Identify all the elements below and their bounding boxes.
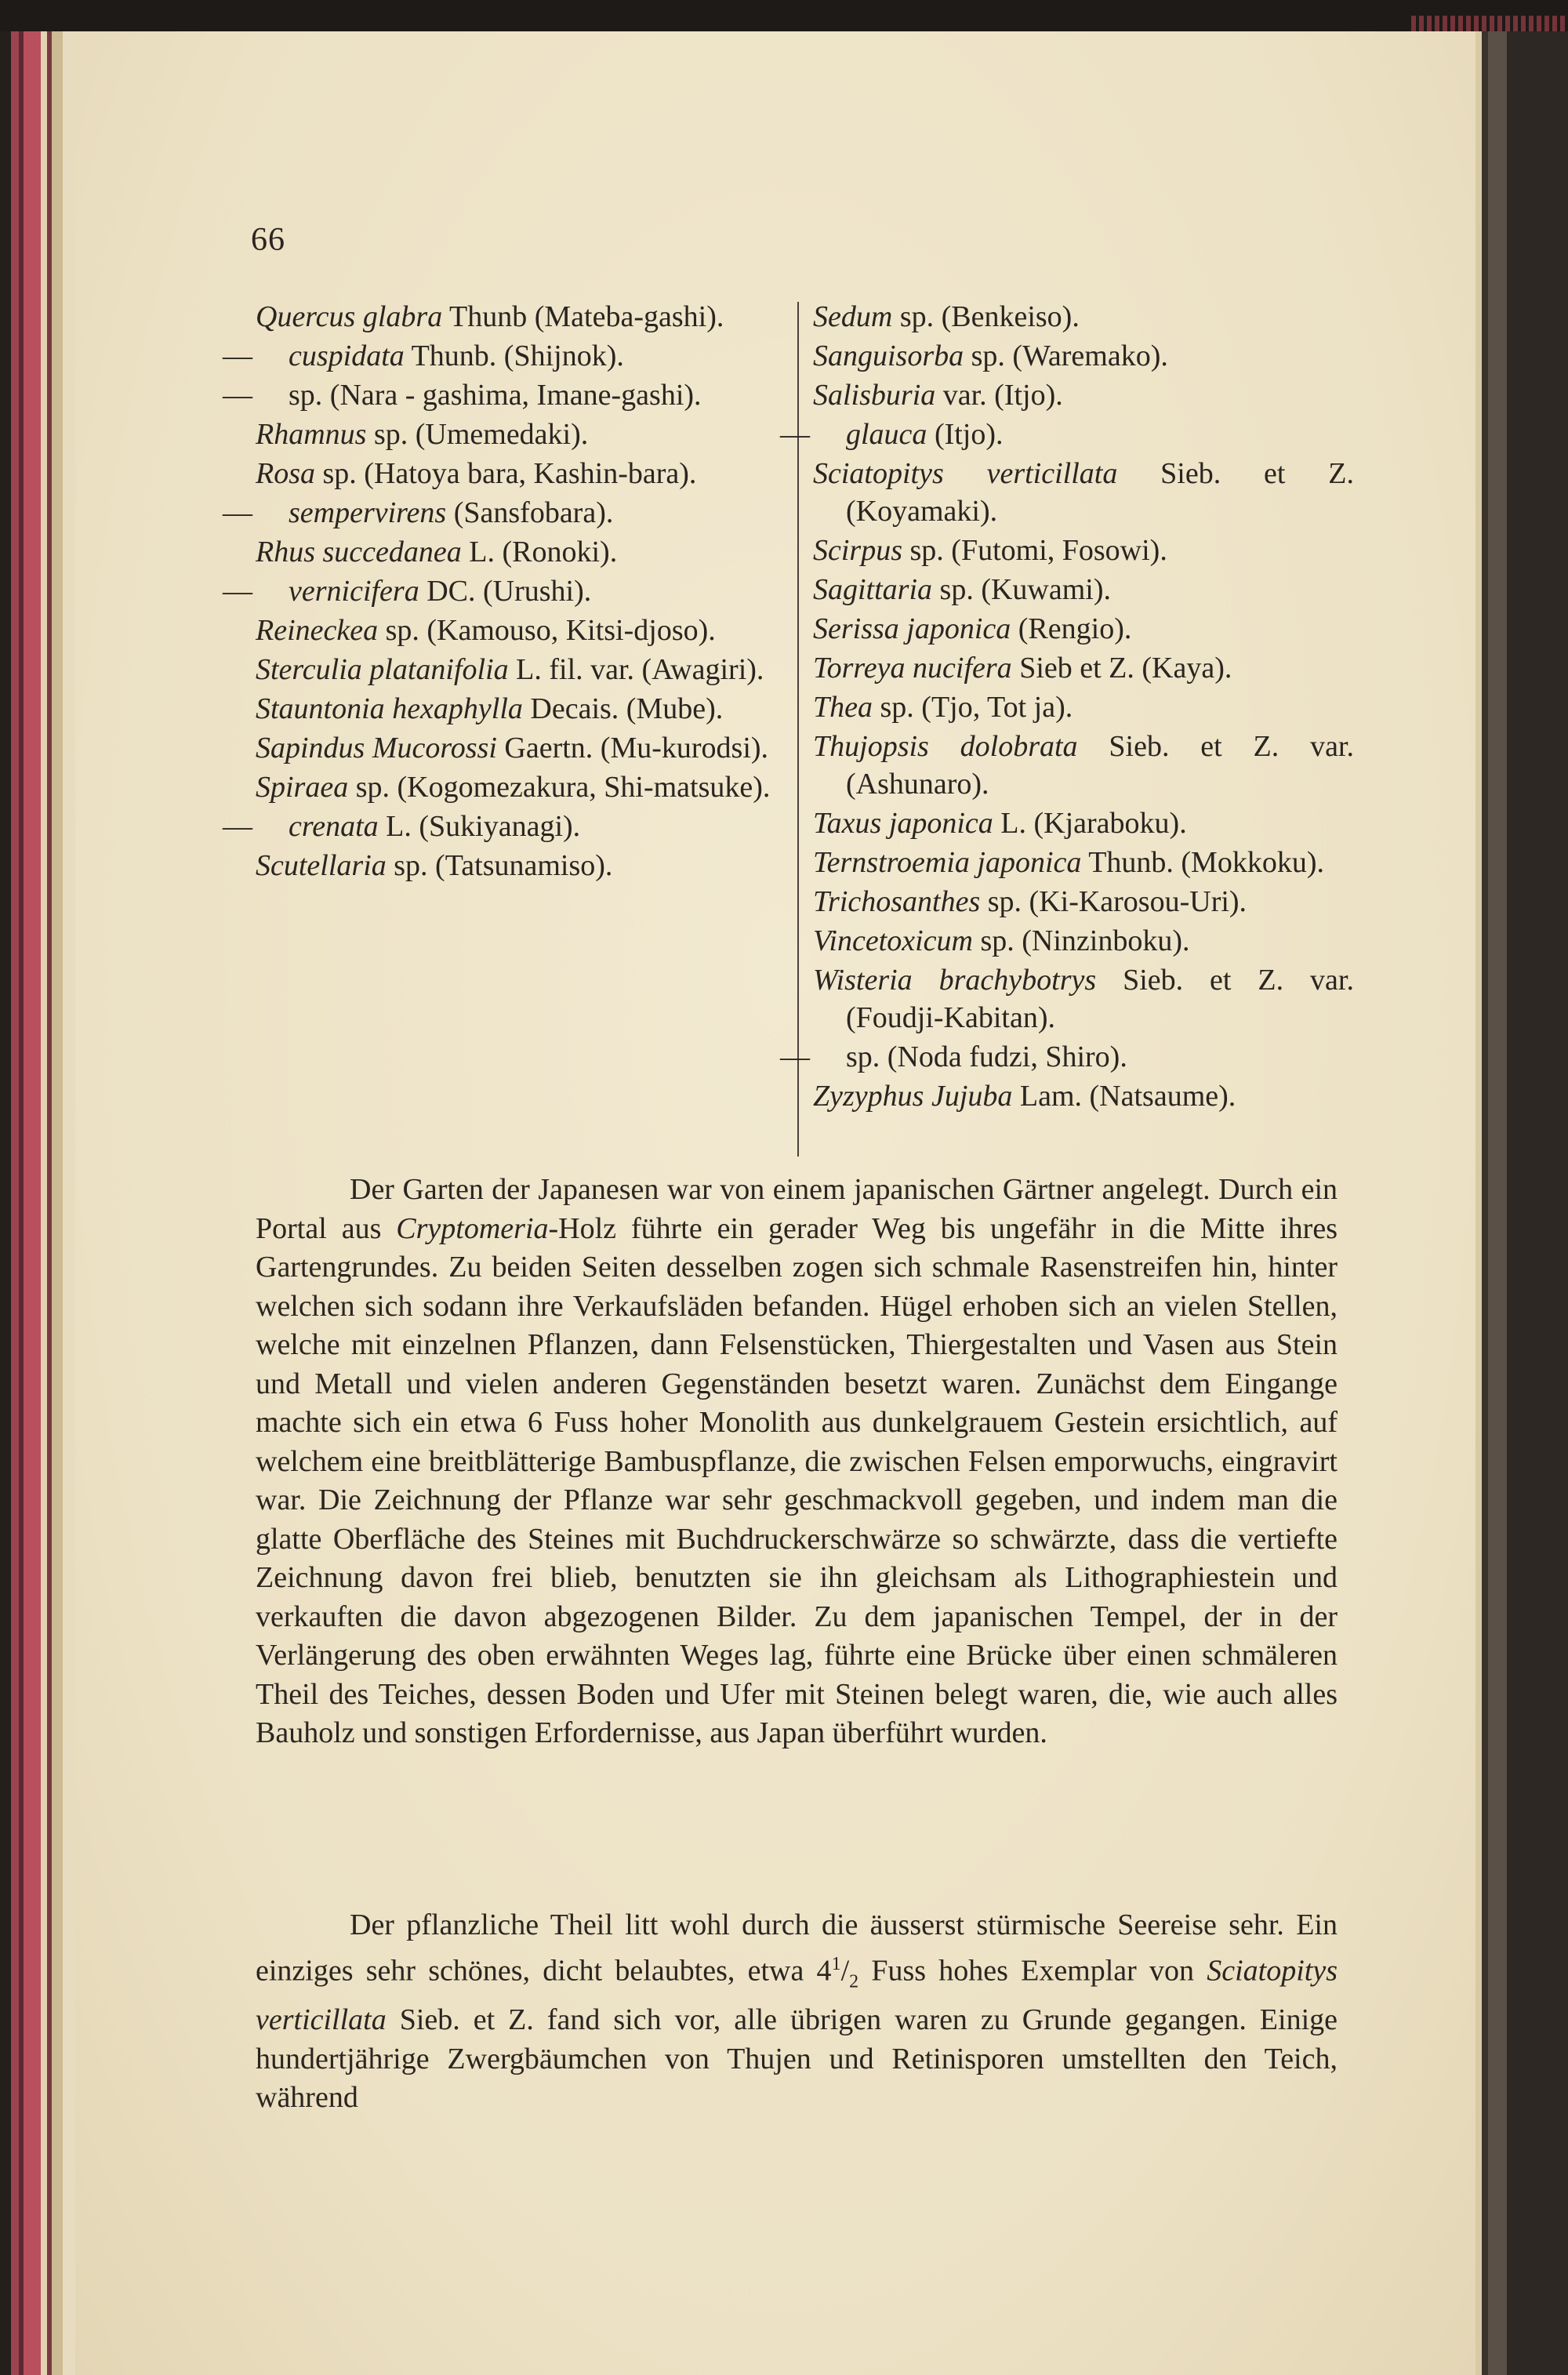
plant-entry: [813, 688, 1354, 726]
species-name: japonica: [898, 612, 1011, 645]
entry-details: sp. (Ki-Karosou-Uri).: [980, 885, 1247, 918]
entry-details: L. (Ronoki).: [461, 536, 618, 568]
fraction-denominator: 2: [849, 1970, 859, 1992]
botanical-name: Sanguisorba: [813, 340, 964, 372]
species-name: hexaphylla: [384, 692, 523, 725]
botanical-name: Sagittaria: [813, 573, 933, 606]
botanical-name: Ternstroemia: [813, 846, 970, 879]
species-name: platanifolia: [361, 653, 509, 686]
plant-entry: [256, 612, 781, 649]
botanical-name: Sterculia: [256, 653, 362, 686]
botanical-name: Trichosanthes: [813, 885, 981, 918]
plant-list-right-column: [780, 298, 1354, 1117]
entry-details: sp. (Kogomezakura, Shi-matsuke).: [348, 771, 771, 804]
plant-entry: [223, 337, 781, 375]
scan-top-border: [0, 0, 1568, 31]
entry-details: Decais. (Mube).: [522, 692, 724, 725]
paragraph-text: Der Garten der Japanesen war von einem japanischen Gärtner angelegt. Durch ein Portal aus: [256, 1173, 1338, 1245]
plant-entry: [813, 883, 1354, 921]
ditto-dash: —: [223, 810, 252, 843]
scan-right-border: [1475, 31, 1568, 2375]
botanical-name: Thujopsis: [813, 730, 929, 763]
plant-entry: [223, 376, 781, 414]
plant-entry: [256, 416, 781, 453]
ditto-dash: —: [223, 575, 252, 608]
botanical-name: Stauntonia: [256, 692, 385, 725]
botanical-name: Rhus: [256, 536, 315, 568]
entry-details: sp. (Ninzinboku).: [972, 924, 1190, 957]
body-paragraph-1: [256, 1171, 1338, 1753]
botanical-name: Sedum: [813, 300, 893, 333]
plant-entry: [813, 376, 1354, 414]
book-binding-left: [0, 31, 75, 2375]
entry-details: var. (Itjo).: [935, 379, 1063, 412]
entry-details: sp. (Kuwami).: [932, 573, 1111, 606]
botanical-name: Torreya: [813, 652, 906, 685]
species-name: brachybotrys: [912, 964, 1097, 997]
plant-entry: [256, 847, 781, 884]
species-name: Mucorossi: [365, 732, 497, 764]
botanical-name: Scirpus: [813, 534, 902, 567]
botanical-name: Zyzyphus: [813, 1080, 924, 1113]
entry-details: Thunb (Mateba-gashi).: [442, 300, 724, 333]
species-name: nucifera: [905, 652, 1012, 685]
species-name: cuspidata: [289, 340, 405, 372]
binding-edge: [1411, 16, 1568, 33]
species-name: japonica: [969, 846, 1082, 879]
plant-entry: [813, 804, 1354, 842]
plant-entry: [256, 729, 781, 767]
entry-details: (Rengio).: [1011, 612, 1132, 645]
entry-details: Thunb. (Mokkoku).: [1081, 846, 1324, 879]
botanical-name: Spiraea: [256, 771, 349, 804]
plant-entry: [813, 922, 1354, 960]
plant-entry: [256, 768, 781, 806]
entry-details: sp. (Kamouso, Kitsi-djoso).: [378, 614, 716, 647]
botanical-name: Wisteria: [813, 964, 913, 997]
plant-entry: [256, 533, 781, 571]
plant-entry: [813, 728, 1354, 803]
botanical-name: Taxus: [813, 807, 882, 840]
species-name: japonica: [881, 807, 993, 840]
plant-entry: [780, 1038, 1354, 1076]
entry-details: Sieb. et Z. (Koyamaki).: [846, 457, 1354, 528]
plant-entry: [223, 808, 781, 845]
plant-entry: [813, 532, 1354, 569]
species-name: verticillata: [943, 457, 1118, 490]
ditto-dash: —: [223, 379, 252, 412]
plant-list-left-column: [223, 298, 781, 886]
species-name: crenata: [289, 810, 379, 843]
entry-details: Sieb. et Z. var. (Ashunaro).: [846, 730, 1354, 801]
paragraph-text: Sieb. et Z. fand sich vor, alle übrigen waren zu Grunde gegangen. Einige hundertjährige Zwergbäumchen von Thujen und Retinisporen umstellten den Teich, während: [256, 2003, 1338, 2115]
entry-details: sp. (Umemedaki).: [366, 418, 589, 451]
plant-entry: [813, 337, 1354, 375]
entry-details: sp. (Tatsunamiso).: [386, 849, 613, 882]
plant-entry: [780, 416, 1354, 453]
species-name: vernicifera: [289, 575, 419, 608]
ditto-dash: —: [223, 496, 252, 529]
botanical-name: Rosa: [256, 457, 315, 490]
species-name: glauca: [846, 418, 927, 451]
entry-details: sp. (Hatoya bara, Kashin-bara).: [315, 457, 697, 490]
plant-entry: [813, 844, 1354, 881]
ditto-dash: —: [780, 418, 810, 451]
entry-details: sp. (Nara - gashima, Imane-gashi).: [289, 379, 702, 412]
entry-details: sp. (Noda fudzi, Shiro).: [846, 1040, 1127, 1073]
entry-details: sp. (Waremako).: [964, 340, 1168, 372]
plant-entry: [813, 649, 1354, 687]
entry-details: L. (Kjaraboku).: [993, 807, 1187, 840]
entry-details: sp. (Futomi, Fosowi).: [902, 534, 1167, 567]
entry-details: Sieb et Z. (Kaya).: [1011, 652, 1232, 685]
paragraph-italic-term: Cryptomeria: [396, 1211, 549, 1245]
paragraph-text: -Holz führte ein gerader Weg bis ungefähr in die Mitte ihres Gartengrundes. Zu beiden Seiten desselben zogen sich schmale Rasenstreifen hin, hinter welchen sich sodann ihre Verkaufsläden befanden. Hügel erhoben sich an vielen Stellen, welche mit einzelnen Pflanzen, dann Felsenstücken, Thiergestalten und Vasen aus Stein und Metall und vielen anderen Gegenständen besetzt waren. Zunächst dem Eingange machte sich ein etwa 6 Fuss hoher Monolith aus dunkelgrauem Gestein ersichtlich, auf welchem eine breitblätterige Bambuspflanze, die zwischen Felsen emporwuchs, eingravirt war. Die Zeichnung der Pflanze war sehr geschmackvoll gegeben, und indem man die glatte Oberfläche des Steines mit Buchdruckerschwärze so schwärzte, dass die vertiefte Zeichnung davon frei blieb, benutzten sie ihn gleichsam als Lithographiestein und verkauften die davon abgezogenen Bilder. Zu dem japanischen Tempel, der in der Verlängerung des oben erwähnten Weges lag, führte eine Brücke über einen schmäleren Theil des Teiches, dessen Boden und Ufer mit Steinen belegt waren, die, wie auch alles Bauholz und sonstigen Erfordernisse, aus Japan überführt wurden.: [256, 1211, 1338, 1749]
plant-entry: [813, 455, 1354, 530]
botanical-name: Vincetoxicum: [813, 924, 973, 957]
entry-details: sp. (Benkeiso).: [892, 300, 1080, 333]
plant-entry: [223, 494, 781, 532]
plant-entry: [256, 298, 781, 336]
body-paragraph-2: [256, 1906, 1338, 2118]
plant-entry: [256, 651, 781, 688]
plant-entry: [813, 571, 1354, 608]
plant-entry: [256, 455, 781, 492]
species-name: glabra: [355, 300, 443, 333]
paragraph-text: Der pflanzliche Theil litt wohl durch die äusserst stürmische Seereise sehr. Ein einziges sehr schönes, dicht belaubtes, etwa 4: [256, 1908, 1338, 1988]
botanical-name: Reineckea: [256, 614, 379, 647]
species-name: dolobrata: [928, 730, 1078, 763]
botanical-name: Rhamnus: [256, 418, 367, 451]
entry-details: L. fil. var. (Awagiri).: [508, 653, 764, 686]
paragraph-text: Fuss hohes Exemplar von: [858, 1954, 1207, 1988]
entry-details: DC. (Urushi).: [419, 575, 592, 608]
botanical-name: Thea: [813, 691, 873, 724]
plant-entry: [813, 1077, 1354, 1115]
entry-details: Lam. (Natsaume).: [1012, 1080, 1236, 1113]
plant-entry: [813, 298, 1354, 336]
plant-entry: [813, 610, 1354, 648]
botanical-name: Sapindus: [256, 732, 365, 764]
botanical-name: Quercus: [256, 300, 356, 333]
botanical-name: Sciatopitys: [813, 457, 944, 490]
page-number: 66: [251, 222, 285, 258]
entry-details: L. (Sukiyanagi).: [378, 810, 581, 843]
fraction-slash: /: [840, 1954, 850, 1988]
plant-entry: [223, 572, 781, 610]
botanical-name: Serissa: [813, 612, 899, 645]
entry-details: Thunb. (Shijnok).: [404, 340, 624, 372]
entry-details: sp. (Tjo, Tot ja).: [873, 691, 1073, 724]
entry-details: Gaertn. (Mu-kurodsi).: [496, 732, 769, 764]
ditto-dash: —: [223, 340, 252, 372]
species-name: Jujuba: [924, 1080, 1013, 1113]
paragraph-italic-term: Sciatopitys verticillata: [256, 1954, 1338, 2037]
species-name: sempervirens: [289, 496, 447, 529]
entry-details: Sieb. et Z. var. (Foudji-Kabitan).: [846, 964, 1354, 1034]
plant-entry: [256, 690, 781, 728]
fraction-numerator: 1: [831, 1953, 841, 1974]
ditto-dash: —: [780, 1040, 810, 1073]
species-name: succedanea: [315, 536, 462, 568]
botanical-name: Scutellaria: [256, 849, 387, 882]
botanical-name: Salisburia: [813, 379, 936, 412]
entry-details: (Sansfobara).: [446, 496, 614, 529]
entry-details: (Itjo).: [927, 418, 1004, 451]
plant-entry: [813, 961, 1354, 1037]
